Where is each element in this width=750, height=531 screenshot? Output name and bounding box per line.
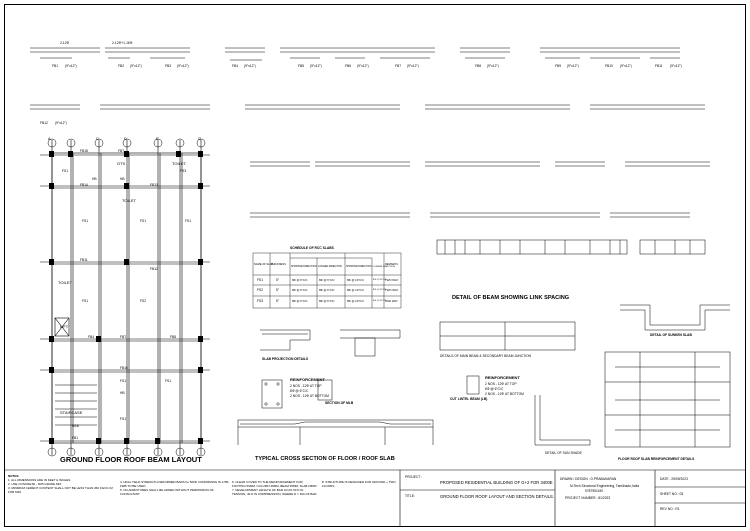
beam-tag: FB7 [118,149,125,153]
section-title: TYPICAL CROSS SECTION OF FLOOR / ROOF SLAB [255,456,395,462]
beam-label: FB3 [165,64,172,68]
slab-label: FS1 [140,219,147,223]
beam-size: (9"x12") [310,64,322,68]
schedule-cell: 5" [276,299,280,303]
title-value: GROUND FLOOR ROOF LAYOUT AND SECTION DETAILS. [440,494,555,499]
project-number: PROJECT NUMBER : 81/2023 [565,496,611,500]
rev-no: REV NO : R1 [660,507,680,511]
slab-projection-detail [260,330,400,356]
beam-tag: FB4 [88,335,95,339]
room-lift: LIFT [60,324,69,329]
note-item: 5. NO ADMIXTURES SHALL BE ADDED WITHOUT PERMISSION OF CONSULTANT [120,488,214,497]
beam-details-row-3 [250,162,710,166]
schedule-header: LONGER DIRECTION [318,265,342,268]
link-spacing-detail [437,240,705,254]
beam-label: FB7 [395,64,402,68]
schedule-header: THICKNESS [271,263,286,266]
schedule-cell: FS3 [257,299,264,303]
notes-block-3 [232,480,317,496]
slab-label: FS3 [180,169,187,173]
reinforcement-links-2: 8Φ @ 6"C/C [485,387,504,391]
qualification: M.Tech Structural Engineering, Tamilnadu,India [570,484,640,488]
sunshade-title: DETAIL OF SUN SHADE [545,451,582,455]
beam-tag: FB7 [120,335,127,339]
beam-details-row-4 [250,213,690,217]
beam-details-row-1 [30,48,680,60]
schedule-cell: 8Φ @ 10"C/C [347,278,365,282]
cut-lintel-title: CUT LINTEL BEAM (LB) [450,397,488,401]
reinforcement-bottom: 2 NOS - 12Φ AT BOTTOM [290,394,329,398]
reinforcement-bottom-2: 2 NOS - 12Φ AT BOTTOM [485,392,524,396]
beam-tag: FB8 [170,335,177,339]
schedule-cell: TWO WAY [385,288,399,292]
slab-label: FS1 [120,379,127,383]
beam-label: FB12 [40,121,48,125]
schedule-cell: 8Φ @ 6"C/C [319,299,335,303]
schedule-cell: 8Φ @ 6"C/C [292,299,308,303]
beam-label: FB10 [605,64,613,68]
note-item: 4. HIGH YIELD STRENGTH DEFORMED BARS Fe 500D CONFIRMING IS 1786-1985 TO BE USED [120,480,230,489]
schedule-cell: ONE WAY [385,299,398,303]
beam-size: (9"x12") [670,64,682,68]
room-toilet: TOILET [122,198,136,203]
notes-title: NOTES: [8,474,20,478]
beam-top-bars: 2-12Φ [60,41,70,45]
schedule-cell: FS2 [257,288,264,292]
notes-block [8,474,118,494]
beam-details-row-2 [30,105,705,109]
schedule-header: REMARKS [385,263,398,266]
beam-tag: FB14 [80,183,88,187]
beam-tag: MLB [72,424,79,428]
beam-size: (9"x12") [130,64,142,68]
beam-label: FB8 [475,64,482,68]
reinforcement-top-2: 2 NOS - 12Φ AT TOP [485,382,517,386]
cut-lintel-section [467,376,479,394]
sun-shade-detail [535,395,590,445]
note-item: 1. ALL DIMENSIONS ARE IN FEET & INCHES [8,478,71,483]
slab-label: FS1 [185,219,192,223]
reinforcement-title-2: REINFORCEMENT [485,375,520,380]
project-label: PROJECT : [405,475,423,479]
typical-cross-section [238,420,433,445]
grid-label-e: E [156,136,159,141]
notes-block-4 [322,480,397,488]
room-toilet: TOILET [58,280,72,285]
floor-slab-title: FLOOR ROOF SLAB REINFORCEMENT DETAILS [618,457,695,461]
grid-label-c: C [96,136,99,141]
schedule-header: LONGER DIRECTION [373,266,395,268]
beam-tag: FB18 [80,149,88,153]
slab-label: FS1 [120,417,127,421]
schedule-cell: FS1 [257,278,264,282]
slab-label: FS2 [140,299,147,303]
schedule-cell: 8Φ @ 6"C/C [292,278,308,282]
beam-junction-detail [440,322,575,350]
grid-label-g: G [198,136,202,141]
project-name: PROPOSED RESIDENTIAL BUILDING OF G+2 FOR 3400E [440,480,553,485]
grid-label-d: D [124,136,127,141]
notes-block-2 [120,480,230,496]
schedule-cell: 8Φ @ 10"C/C [347,299,365,303]
schedule-cell: 8Φ @ 6"C/C [319,278,335,282]
beam-size: (9"x12") [407,64,419,68]
slab-projection-title: SLAB PROJECTION DETAILS [262,357,309,361]
schedule-cell: 8Φ @ 6"C/C [319,288,335,292]
beam-label: FB11 [655,64,663,68]
room-toilet: TOILET [172,161,186,166]
schedule-cell: 8Φ @ 10"C/C [373,279,387,281]
slab-label: HB [92,177,97,181]
sunken-slab-detail [620,305,730,330]
sunken-slab-title: DETAIL OF SUNKEN SLAB [650,333,692,337]
beam-size: (9"x12") [55,121,67,125]
slab-label: HB [120,177,125,181]
beam-label: FB1 [52,64,59,68]
slab-label: FS1 [62,169,69,173]
main-title: GROUND FLOOR ROOF BEAM LAYOUT [60,455,202,464]
beam-label: FB4 [232,64,239,68]
schedule-header: SHORTER DIRECTION [346,265,372,268]
floor-slab-reinforcement-plan [605,352,730,447]
note-item: 8. STRUCTURE IS DESIGNED FOR GROUND + TWO FLOORS [322,480,396,489]
schedule-cell: 8Φ @ 10"C/C [347,288,365,292]
slab-label: HB [120,391,125,395]
note-item: 2. USE CONCRETE - M25 GRADE MIX [8,482,62,487]
beam-size: (9"x12") [244,64,256,68]
schedule-header: SHORTER DIRECTION [291,265,317,268]
drawn-by: DRAWN / DESIGN : D.PRABAKARAN [560,477,617,481]
beam-size: (9"x12") [177,64,189,68]
room-ots: OTS [117,161,126,166]
phone: 9787951190 [585,489,604,493]
beam-tag: FB13 [150,183,158,187]
schedule-cell: TWO WAY [385,278,399,282]
room-staircase: STAIRCASE [60,410,83,415]
slab-label: FS1 [82,219,89,223]
schedule-cell: 8Φ @ 10"C/C [373,289,387,291]
grid-label-a: A [48,136,51,141]
beam-size: (9"x12") [620,64,632,68]
slab-label: FS1 [82,299,89,303]
schedule-cell: 5" [276,288,280,292]
date: DATE : 25/09/2023 [660,477,688,481]
reinforcement-links: 8Φ @ 6"C/C [290,389,309,393]
beam-label: FB6 [345,64,352,68]
note-item: 6. CLEAR COVER TO THE REINFORCEMENT FOR FOOTING 50MM, COLUMN 40MM, BEAM 25MM, SLAB 20MM [232,480,317,489]
beam-tag: FB11 [80,258,88,262]
schedule-cell: 8Φ @ 6"C/C [292,288,308,292]
beam-size: (9"x12") [65,64,77,68]
note-item: 3. MINIMUM CEMENT CONTENT SHALL NOT BE LESS THAN 360 KG/CU.M FOR M25 [8,486,113,495]
schedule-cell: 5" [276,278,280,282]
reinforcement-top: 2 NOS - 12Φ AT TOP [290,384,322,388]
beam-top-bars: 2-12Φ+1-16Φ [112,41,133,45]
link-spacing-title: DETAIL OF BEAM SHOWING LINK SPACING [452,295,570,301]
slab-schedule-title: SCHEDULE OF RCC SLABS [290,246,334,250]
slab-label: FS1 [165,379,172,383]
beam-label: FB2 [118,64,125,68]
schedule-header: NAME OF SLAB [254,263,274,266]
sheet-no: SHEET NO : 05 [660,492,684,496]
reinforcement-title: REINFORCEMENT [290,377,325,382]
junction-title: DETAILS OF MAIN BEAM & SECONDARY BEAM JUNCTION [440,354,532,358]
beam-tag: FB1 [72,436,79,440]
beam-size: (9"x12") [357,64,369,68]
beam-tag: FB12 [150,267,158,271]
schedule-cell: 8Φ @ 10"C/C [373,300,387,302]
beam-size: (9"x12") [567,64,579,68]
note-item: 7. DEVELOPMENT LENGTH OF BAR LD AS 50 D IN TENSION, 40 D IN COMPRESSION, WHERE D = DIA OF BAR [232,488,317,497]
title-label: TITLE: [405,494,415,498]
beam-size: (9"x12") [487,64,499,68]
section-mlb-title: SECTION OF MLB [325,401,354,405]
beam-tag: FB16 [120,366,128,370]
beam-label: FB9 [555,64,562,68]
beam-label: FB5 [298,64,305,68]
